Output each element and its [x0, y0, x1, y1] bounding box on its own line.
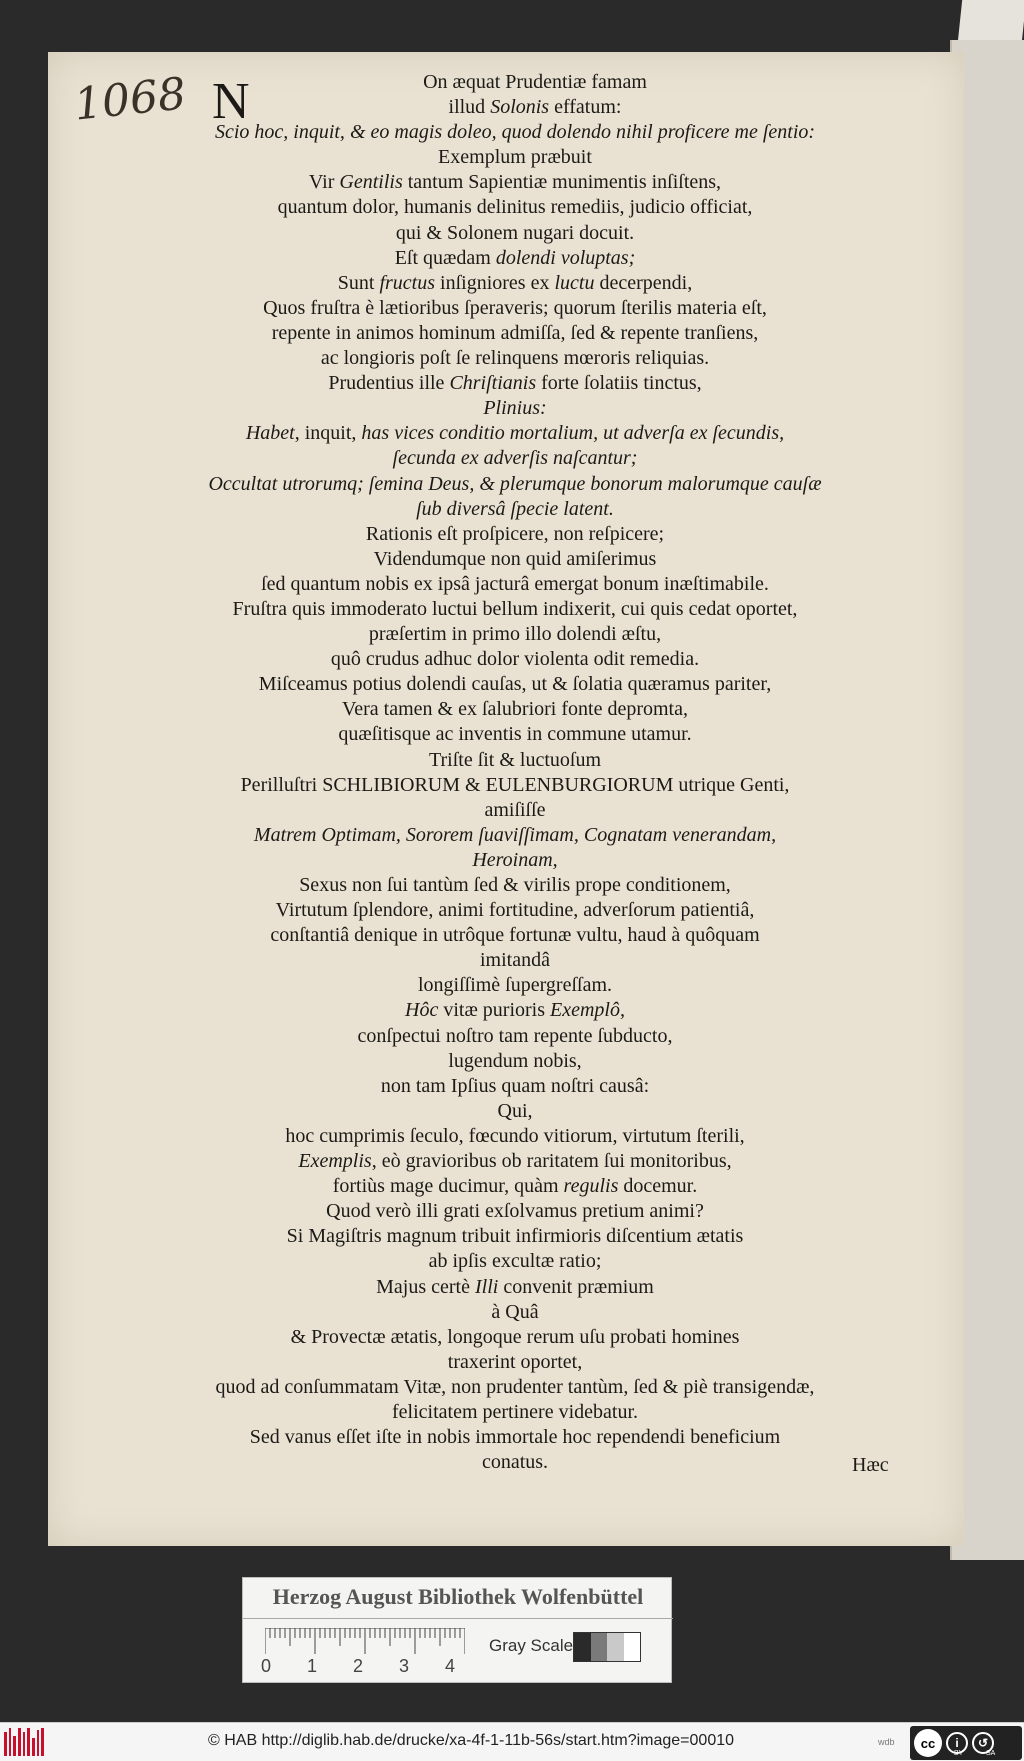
text-line [150, 246, 880, 271]
ruler-number: 4 [445, 1656, 456, 1676]
text-line [150, 748, 880, 773]
italic-text: Solonis [490, 96, 550, 119]
text-line [150, 1124, 880, 1149]
text-line [150, 195, 880, 220]
italic-text: luctu [554, 271, 595, 294]
italic-text: Occultat utrorumq; ſemina Deus, & plerumque bonorum malorumque cauſæ [208, 472, 822, 495]
roman-text: inſigniores ex [435, 271, 555, 294]
italic-text: regulis [563, 1175, 619, 1198]
roman-text: lugendum nobis, [448, 1049, 582, 1072]
text-line [150, 296, 880, 321]
roman-text: fortiùs mage ducimur, quàm [332, 1175, 564, 1198]
roman-text: conatus. [481, 1451, 549, 1474]
roman-text: forte ſolatiis tinctus, [536, 372, 702, 395]
roman-text: , inquit, [294, 422, 362, 445]
document-text [150, 70, 880, 1475]
footer-bar [0, 1722, 1024, 1761]
roman-text: non tam Ipſius quam noſtri causâ: [380, 1074, 650, 1097]
logo-bar [27, 1728, 30, 1756]
text-line [150, 773, 880, 798]
text-line [150, 170, 880, 195]
roman-text: qui & Solonem nugari docuit. [395, 221, 635, 244]
footer-wdb-label: wdb [878, 1737, 895, 1747]
text-line [150, 271, 880, 296]
logo-bar [4, 1732, 7, 1756]
italic-text: & eo magis doleo, quod dolendo nihil proficere me ſentio: [349, 121, 816, 144]
gray-swatch [574, 1633, 591, 1661]
roman-text: Triſte ſit & luctuoſum [428, 748, 602, 771]
text-line [150, 547, 880, 572]
text-line [150, 1375, 880, 1400]
roman-text: docemur. [618, 1175, 698, 1198]
roman-text: Quod verò illi grati exſolvamus pretium animi? [326, 1200, 704, 1223]
text-line [150, 446, 880, 471]
italic-text: Exemplis [298, 1150, 372, 1173]
text-line [150, 923, 880, 948]
italic-text: Plinius: [483, 397, 547, 420]
roman-text: Rationis eſt proſpicere, non reſpicere; [365, 522, 665, 545]
text-line [150, 472, 880, 497]
roman-text: quæſitisque ac inventis in commune utamur. [338, 723, 692, 746]
roman-text: illud [448, 96, 491, 119]
gray-swatch [591, 1633, 608, 1661]
text-line [150, 396, 880, 421]
logo-bar [32, 1738, 35, 1756]
roman-text: quod ad conſummatam Vitæ, non prudenter tantùm, ſed & piè transigendæ, [215, 1375, 815, 1398]
roman-text: Majus certè [376, 1275, 475, 1298]
text-line [150, 1049, 880, 1074]
italic-text: has vices conditio mortalium, ut adverſa ex ſecundis, [361, 422, 785, 445]
roman-text: à Quâ [491, 1300, 539, 1323]
roman-text: Quos fruſtra è lætioribus ſperaveris; quorum ſterilis materia eſt, [263, 296, 767, 319]
text-line [150, 1174, 880, 1199]
share-alike-icon: ↺ [972, 1732, 994, 1754]
text-line [150, 622, 880, 647]
text-line [150, 1400, 880, 1425]
roman-text: Sunt [337, 271, 380, 294]
italic-text: ſub diversâ ſpecie latent. [416, 497, 614, 520]
text-line [150, 321, 880, 346]
roman-text: traxerint oportet, [447, 1350, 583, 1373]
text-line [150, 597, 880, 622]
roman-text: Si Magiſtris magnum tribuit infirmioris diſcentium ætatis [286, 1225, 744, 1248]
handwritten-page-number: 1068 [71, 68, 189, 131]
roman-text: convenit præmium [498, 1275, 654, 1298]
roman-text: hoc cumprimis ſeculo, fœcundo vitiorum, virtutum ſterili, [285, 1124, 745, 1147]
text-line [150, 346, 880, 371]
text-line [150, 1024, 880, 1049]
text-line [150, 798, 880, 823]
italic-text: ſecunda ex adverſis naſcantur; [392, 447, 638, 470]
roman-text: Miſceamus potius dolendi cauſas, ut & ſolatia quæramus pariter, [258, 673, 772, 696]
text-line [150, 647, 880, 672]
logo-bar [41, 1728, 44, 1756]
by-label: BY [954, 1750, 964, 1757]
roman-text: , eò gravioribus ob raritatem ſui monitoribus, [371, 1150, 732, 1173]
roman-text: ſed quantum nobis ex ipsâ jacturâ emergat bonum inæſtimabile. [261, 572, 769, 595]
footer-source-link[interactable]: © HAB http://diglib.hab.de/drucke/xa-4f-1-11b-56s/start.htm?image=00010 [208, 1732, 735, 1749]
text-line [150, 1099, 880, 1124]
roman-text: tantum Sapientiæ munimentis inſiſtens, [402, 171, 722, 194]
italic-text: Illi [474, 1275, 499, 1298]
color-calibration-bar [242, 1577, 672, 1683]
italic-text: Exemplô, [550, 999, 625, 1022]
logo-bar [18, 1728, 21, 1756]
text-line [150, 421, 880, 446]
logo-bar [23, 1732, 26, 1756]
text-line [150, 722, 880, 747]
text-line [150, 371, 880, 396]
roman-text: & Provectæ ætatis, longoque rerum uſu probati homines [290, 1325, 740, 1348]
text-line [150, 522, 880, 547]
ruler-number: 2 [353, 1656, 364, 1676]
roman-text: Videndumque non quid amiſerimus [373, 547, 657, 570]
hab-logo-icon[interactable] [4, 1728, 44, 1756]
text-line [150, 1275, 880, 1300]
ruler-number: 3 [399, 1656, 410, 1676]
gray-scale-swatches [573, 1632, 641, 1662]
text-line [150, 120, 880, 145]
gray-scale-label: Gray Scale [489, 1636, 574, 1655]
text-line [150, 948, 880, 973]
ruler-icon [265, 1628, 465, 1656]
roman-text: Vera tamen & ex ſalubriori fonte depromta, [342, 698, 688, 721]
text-line [150, 898, 880, 923]
text-line [150, 1149, 880, 1174]
italic-text: fructus [379, 271, 436, 294]
text-line [150, 1224, 880, 1249]
text-line [150, 1450, 880, 1475]
text-line [150, 497, 880, 522]
italic-text: Habet [245, 422, 295, 445]
roman-text: On æquat Prudentiæ famam [423, 71, 647, 93]
roman-text: Sexus non ſui tantùm ſed & virilis prope conditionem, [299, 874, 731, 896]
gray-swatch [607, 1633, 624, 1661]
library-name: Herzog August Bibliothek Wolfenbüttel [272, 1584, 644, 1609]
text-line [150, 1199, 880, 1224]
cc-license-badge[interactable] [910, 1726, 1022, 1760]
text-line [150, 1425, 880, 1450]
logo-bar [13, 1736, 16, 1756]
roman-text: Perilluſtri SCHLIBIORUM & EULENBURGIORUM utrique Genti, [240, 773, 790, 796]
gray-swatch [624, 1633, 641, 1661]
roman-text: Vir [308, 171, 340, 194]
attribution-icon: i [946, 1732, 968, 1754]
roman-text: imitandâ [480, 949, 550, 972]
roman-text: repente in animos hominum admiſſa, ſed & repente tranſiens, [271, 321, 759, 344]
text-line [150, 848, 880, 873]
italic-text: dolendi voluptas; [495, 246, 636, 269]
text-line [150, 873, 880, 898]
text-line [150, 95, 880, 120]
text-line [150, 1300, 880, 1325]
italic-text: Heroinam, [472, 848, 558, 871]
logo-bar [9, 1728, 12, 1756]
roman-text: vitæ purioris [438, 999, 550, 1022]
text-line [150, 1249, 880, 1274]
roman-text: felicitatem pertinere videbatur. [392, 1400, 638, 1423]
roman-text: Fruſtra quis immoderato luctui bellum indixerit, cui quis cedat oportet, [232, 597, 798, 620]
italic-text: Matrem Optimam, Sororem ſuaviſſimam, Cognatam venerandam, [253, 823, 777, 846]
roman-text: Virtutum ſplendore, animi fortitudine, adverſorum patientiâ, [275, 899, 755, 922]
text-line [150, 672, 880, 697]
roman-text: decerpendi, [594, 271, 693, 294]
catchword: Hæc [852, 1454, 889, 1476]
italic-text: Hôc [405, 999, 439, 1022]
roman-text: conſpectui noſtro tam repente ſubducto, [357, 1024, 673, 1047]
roman-text: ac longioris poſt ſe relinquens mœroris reliquias. [320, 347, 710, 370]
roman-text: effatum: [549, 96, 622, 119]
text-line [150, 1325, 880, 1350]
text-line [150, 697, 880, 722]
italic-text: Gentilis [339, 171, 403, 194]
roman-text: Eſt quædam [394, 246, 496, 269]
text-line [150, 572, 880, 597]
roman-text: longiſſimè ſupergreſſam. [417, 974, 613, 997]
text-line [150, 973, 880, 998]
italic-text: , inquit, [283, 121, 350, 144]
ruler-number: 1 [307, 1656, 318, 1676]
roman-text: amiſiſſe [484, 798, 546, 821]
roman-text: Exemplum præbuit [438, 146, 592, 169]
roman-text: Sed vanus eſſet iſte in nobis immortale hoc rependendi beneficium [249, 1426, 781, 1449]
text-line [150, 145, 880, 170]
roman-text: quô crudus adhuc dolor violenta odit remedia. [330, 648, 700, 671]
next-page-corner [958, 0, 1024, 42]
roman-text: Qui, [497, 1099, 533, 1122]
drop-cap: N [212, 73, 250, 130]
logo-bar [37, 1730, 40, 1756]
roman-text: præſertim in primo illo dolendi æſtu, [368, 623, 662, 646]
sa-label: SA [986, 1750, 996, 1757]
cc-icon: cc [914, 1729, 942, 1757]
text-line [150, 221, 880, 246]
text-line [150, 1350, 880, 1375]
roman-text: conſtantiâ denique in utrôque fortunæ vultu, haud à quôquam [270, 924, 760, 947]
text-line [150, 998, 880, 1023]
roman-text: ab ipſis excultæ ratio; [428, 1250, 602, 1273]
text-line [150, 823, 880, 848]
text-line [150, 70, 880, 95]
ruler-number: 0 [261, 1656, 272, 1676]
text-line [150, 1074, 880, 1099]
italic-text: Scio hoc [214, 121, 284, 144]
roman-text: Prudentius ille [328, 372, 450, 395]
colorbar-divider [243, 1618, 673, 1619]
italic-text: Chriſtianis [449, 372, 537, 395]
roman-text: quantum dolor, humanis delinitus remediis, judicio officiat, [277, 196, 753, 219]
